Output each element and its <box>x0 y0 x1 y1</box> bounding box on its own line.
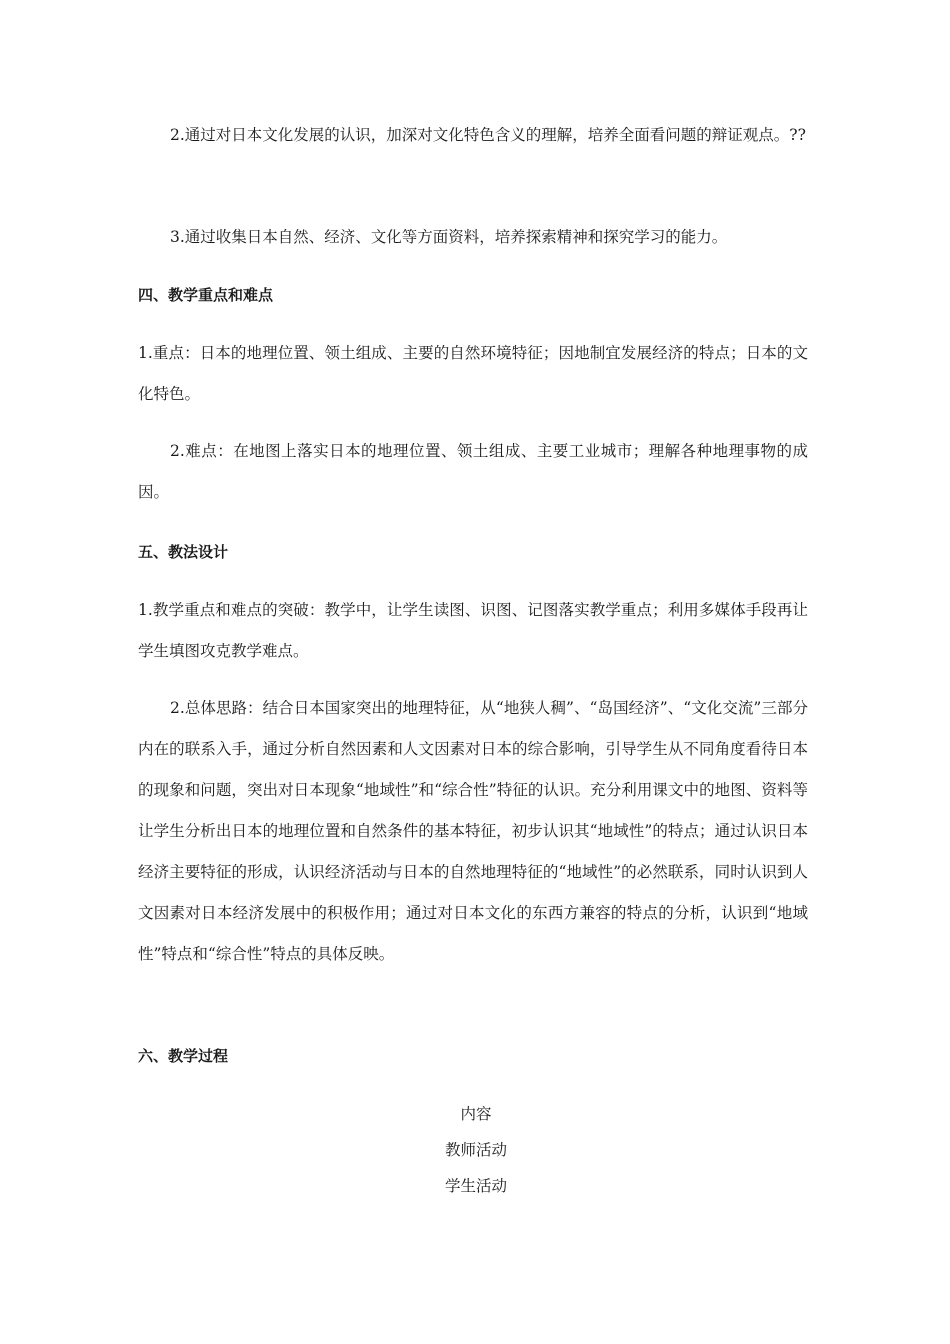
table-header-teacher-activity: 教师活动 <box>444 1141 507 1159</box>
method-item-2: 2.总体思路：结合日本国家突出的地理特征，从“地狭人稠”、“岛国经济”、“文化交流”三部分内在的联系入手，通过分析自然因素和人文因素对日本的综合影响，引导学生从不同角度看待日本的现象和问题，突出对日本现象“地域性”和“综合性”特征的认识。充分利用课文中的地图、资料等让学生分析出日本的地理位置和自然条件的基本特征，初步认识其“地域性”的特点；通过认识日本经济主要特征的形成，认识经济活动与日本的自然地理特征的“地域性”的必然联系，同时认识到人文因素对日本经济发展中的积极作用；通过对日本文化的东西方兼容的特点的分析，认识到“地域性”特点和“综合性”特点的具体反映。 <box>138 699 808 963</box>
objective-item-2: 2.通过对日本文化发展的认识，加深对文化特色含义的理解，培养全面看问题的辩证观点。?? <box>170 126 806 144</box>
difficult-point-item-2: 2.难点：在地图上落实日本的地理位置、领土组成、主要工业城市；理解各种地理事物的成因。 <box>138 442 808 501</box>
section-heading-key-points: 四、教学重点和难点 <box>138 286 274 304</box>
key-point-item-1: 1.重点：日本的地理位置、领土组成、主要的自然环境特征；因地制宜发展经济的特点；日本的文化特色。 <box>138 344 808 403</box>
table-header-content: 内容 <box>460 1105 492 1123</box>
section-heading-teaching-process: 六、教学过程 <box>138 1047 229 1065</box>
method-item-1: 1.教学重点和难点的突破：教学中，让学生读图、识图、记图落实教学重点；利用多媒体手段再让学生填图攻克教学难点。 <box>138 601 808 660</box>
table-header-student-activity: 学生活动 <box>444 1177 507 1195</box>
section-heading-teaching-method: 五、教法设计 <box>138 543 229 561</box>
objective-item-3: 3.通过收集日本自然、经济、文化等方面资料，培养探索精神和探究学习的能力。 <box>170 228 728 246</box>
